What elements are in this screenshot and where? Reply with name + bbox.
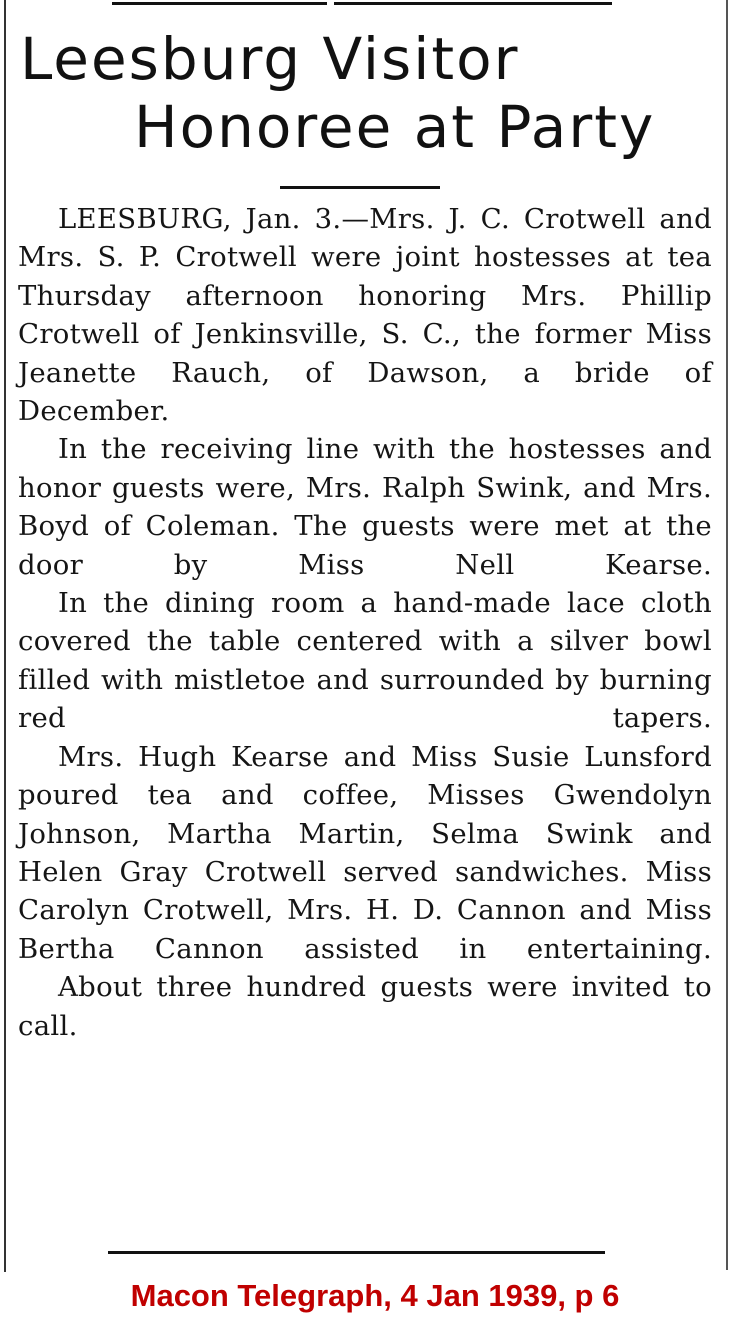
headline-separator xyxy=(280,186,440,189)
column-rule-left xyxy=(4,0,6,1272)
column-rule-right xyxy=(726,0,728,1270)
top-rule-left xyxy=(112,2,327,5)
headline-line-1: Leesburg Visitor xyxy=(20,25,520,93)
paragraph-dateline: LEESBURG, Jan. 3.—Mrs. J. C. Crotwell and Mrs. S. P. Crotwell were joint hostesses at tea Thursday afternoon honoring Mrs. Phillip Crotwell of Jenkinsville, S. C., the former Miss Jeanette Rauch, of Dawson, a bride of December. xyxy=(18,203,712,428)
source-caption: Macon Telegraph, 4 Jan 1939, p 6 xyxy=(130,1278,620,1313)
paragraph-servers: Mrs. Hugh Kearse and Miss Susie Lunsford poured tea and coffee, Misses Gwendolyn Johnson, Martha Martin, Selma Swink and Helen Gray Crotwell served sandwiches. Miss Carolyn Crotwell, Mrs. H. D. Cannon and Miss Bertha Cannon assisted in entertaining. xyxy=(18,740,712,965)
paragraph-dining-room: In the dining room a hand-made lace cloth covered the table centered with a silver bowl filled with mistletoe and surrounded by burning red tapers. xyxy=(18,587,712,735)
article-body xyxy=(18,200,712,1045)
paragraph-receiving-line: In the receiving line with the hostesses and honor guests were, Mrs. Ralph Swink, and Mrs. Boyd of Coleman. The guests were met at the door by Miss Nell Kearse. xyxy=(18,433,712,581)
headline-line-2: Honoree at Party xyxy=(134,93,656,161)
top-rule-right xyxy=(334,2,612,5)
bottom-separator xyxy=(108,1251,605,1254)
paragraph-guests: About three hundred guests were invited to call. xyxy=(18,971,712,1042)
